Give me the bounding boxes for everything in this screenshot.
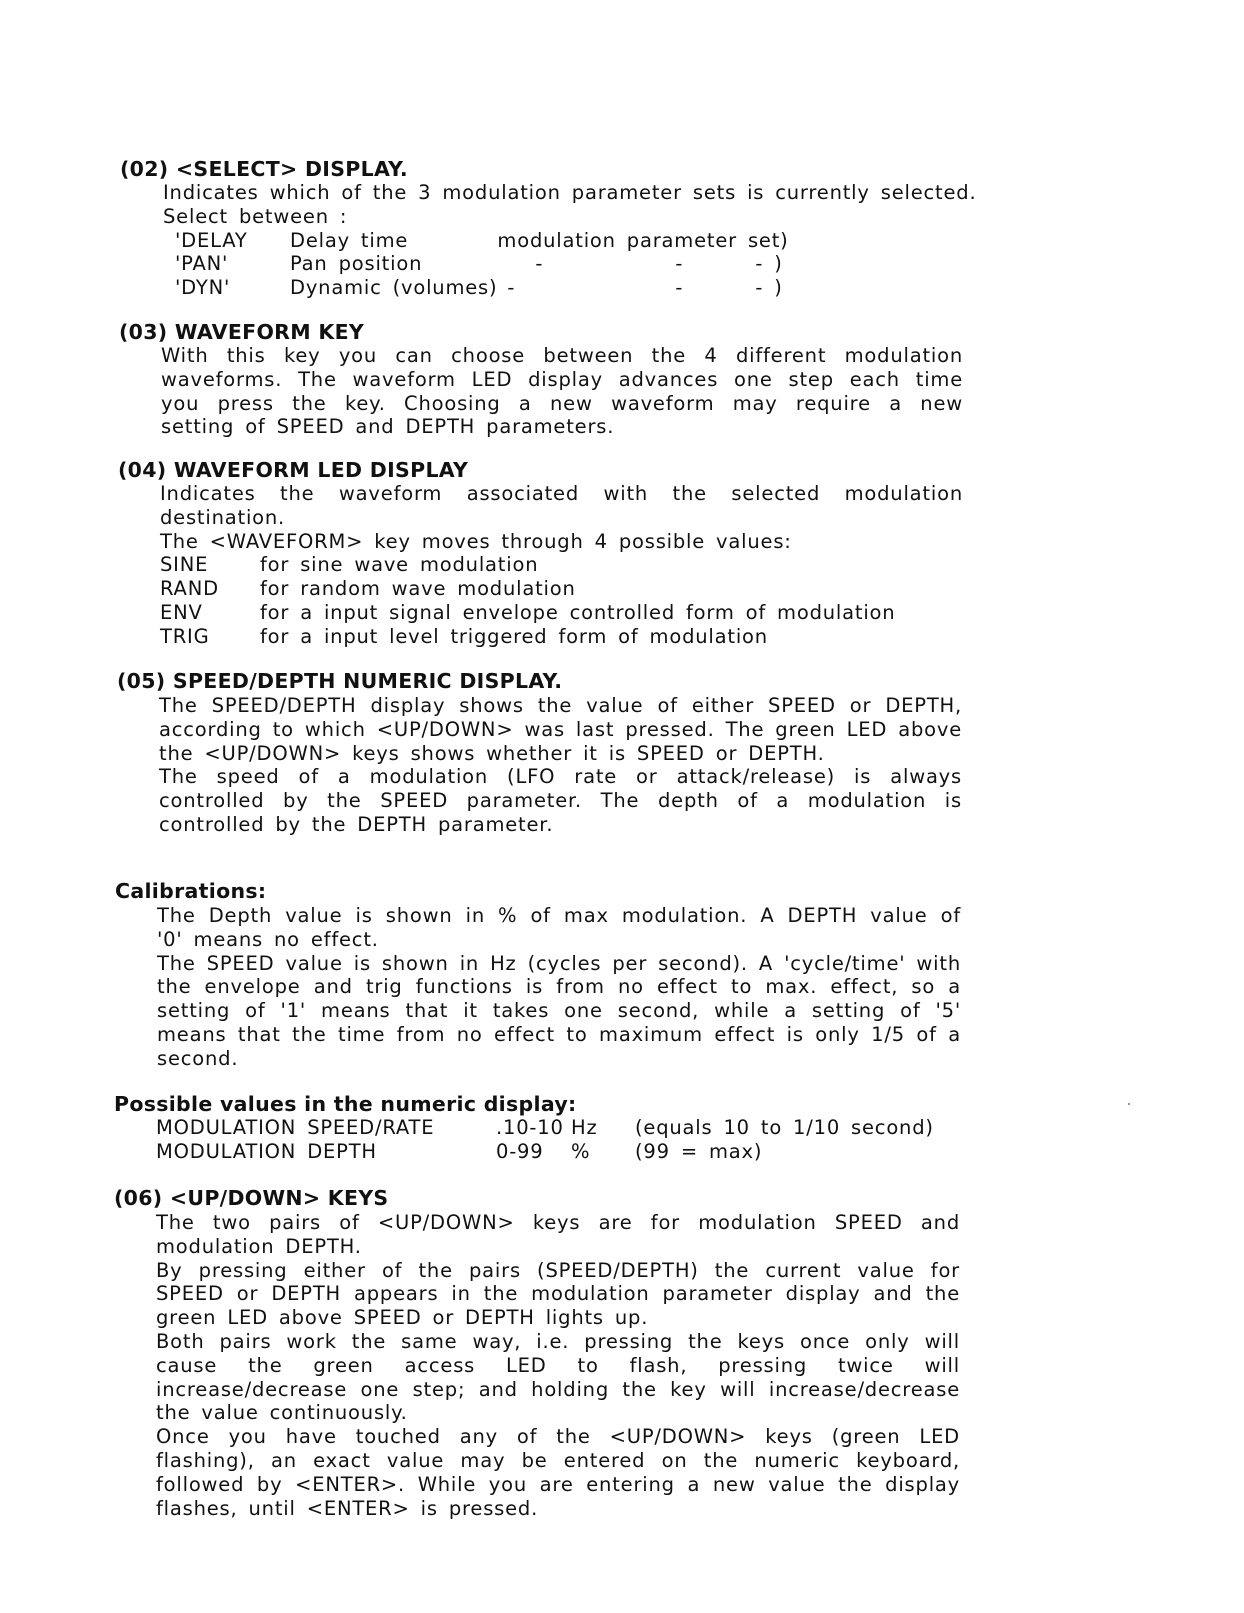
section-05-body: [159, 694, 962, 837]
value-range: .10-10: [496, 1116, 564, 1139]
waveform-desc: for a input signal envelope controlled form of modulation: [260, 600, 896, 624]
section-03-body: [161, 344, 963, 439]
waveform-code: TRIG: [160, 624, 210, 648]
ditto-mark: -: [507, 276, 516, 300]
section-04-body: [160, 482, 963, 649]
value-range: 0-99: [496, 1139, 544, 1163]
heading: (03) WAVEFORM KEY: [119, 320, 365, 344]
table-row: [160, 625, 895, 649]
table-row: [175, 276, 789, 300]
table-row: [160, 601, 895, 625]
table-row: [175, 229, 789, 253]
paragraph: The <WAVEFORM> key moves through 4 possible values:: [160, 529, 792, 553]
section-02-heading: [120, 157, 408, 181]
ditto-mark: -: [535, 252, 544, 276]
table-row: [156, 1140, 934, 1164]
waveform-desc: for random wave modulation: [260, 577, 576, 601]
paragraph: Once you have touched any of the <UP/DOWN> keys (green LED flashing), an exact value may be entered on the numeric keyboard, followed by <ENTER>. While you are entering a new value the display flashes, until <ENTER> is pressed.: [156, 1425, 960, 1520]
table-row: [156, 1116, 934, 1140]
possible-values-body: [156, 1116, 966, 1164]
paragraph: The Depth value is shown in % of max modulation. A DEPTH value of '0' means no effect.: [157, 904, 961, 951]
select-options-table: [175, 229, 789, 300]
heading: (05) SPEED/DEPTH NUMERIC DISPLAY.: [117, 669, 563, 693]
option-name: Dynamic (volumes): [290, 276, 498, 300]
section-04-heading: [118, 458, 468, 482]
section-03-heading: [119, 320, 364, 344]
waveform-desc: for sine wave modulation: [260, 553, 539, 577]
ditto-mark: - ): [755, 276, 783, 300]
paragraph: Indicates the waveform associated with the selected modulation destination.: [160, 482, 963, 529]
stray-dot: [1128, 1103, 1130, 1105]
waveform-code: SINE: [160, 553, 209, 577]
section-02-body: [163, 181, 983, 300]
calibrations-heading: [115, 879, 266, 903]
option-code: 'PAN': [175, 252, 229, 276]
paragraph: Select between :: [163, 204, 348, 228]
waveform-code: ENV: [160, 600, 203, 624]
paragraph: With this key you can choose between the 4 different modulation waveforms. The waveform LED display advances one step each time you press the key. Choosing a new waveform may require a new setting of SPEED and DEPTH parameters.: [161, 344, 963, 439]
ditto-mark: - ): [755, 252, 783, 276]
ditto-mark: -: [675, 252, 684, 276]
value-note: (equals 10 to 1/10 second): [635, 1116, 934, 1139]
paragraph: The SPEED/DEPTH display shows the value of either SPEED or DEPTH, according to which <UP/DOWN> was last pressed. The green LED above the <UP/DOWN> keys shows whether it is SPEED or DEPTH.: [159, 694, 962, 765]
table-row: [160, 577, 895, 601]
option-note: modulation parameter set): [497, 228, 789, 252]
ditto-mark: -: [675, 276, 684, 300]
waveform-values-table: [160, 553, 895, 648]
possible-values-table: [156, 1116, 934, 1164]
paragraph: Indicates which of the 3 modulation parameter sets is currently selected.: [163, 181, 977, 204]
heading: (06) <UP/DOWN> KEYS: [114, 1186, 389, 1210]
table-row: [175, 252, 789, 276]
paragraph: The SPEED value is shown in Hz (cycles per second). A 'cycle/time' with the envelope and trig functions is from no effect to max. effect, so a setting of '1' means that it takes one second, while a setting of '5' means that the time from no effect to maximum effect is only 1/5 of a second.: [157, 951, 961, 1070]
option-name: Pan position: [290, 252, 423, 276]
section-06-body: [156, 1211, 960, 1520]
option-code: 'DYN': [175, 276, 231, 300]
paragraph: Both pairs work the same way, i.e. pressing the keys once only will cause the green access LED to flash, pressing twice will increase/decrease one step; and holding the key will increase/decrease the value continuously.: [156, 1329, 960, 1425]
waveform-code: RAND: [160, 577, 219, 601]
calibrations-body: [157, 904, 961, 1071]
option-code: 'DELAY: [175, 228, 248, 252]
heading: (04) WAVEFORM LED DISPLAY: [118, 458, 469, 482]
value-unit: %: [571, 1139, 591, 1163]
section-05-heading: [117, 669, 562, 693]
section-06-heading: [114, 1186, 388, 1210]
value-label: MODULATION DEPTH: [156, 1139, 377, 1163]
heading: Calibrations:: [115, 879, 267, 903]
heading: Possible values in the numeric display:: [114, 1092, 577, 1116]
value-note: (99 = max): [635, 1139, 763, 1163]
option-name: Delay time: [290, 228, 409, 252]
paragraph: By pressing either of the pairs (SPEED/DEPTH) the current value for SPEED or DEPTH appears in the modulation parameter display and the green LED above SPEED or DEPTH lights up.: [156, 1258, 960, 1330]
waveform-desc: for a input level triggered form of modulation: [260, 624, 768, 648]
possible-values-heading: [114, 1092, 576, 1116]
paragraph: The speed of a modulation (LFO rate or attack/release) is always controlled by the SPEED parameter. The depth of a modulation is controlled by the DEPTH parameter.: [159, 765, 962, 836]
value-label: MODULATION SPEED/RATE: [156, 1116, 435, 1139]
paragraph: The two pairs of <UP/DOWN> keys are for modulation SPEED and modulation DEPTH.: [156, 1211, 960, 1258]
value-unit: Hz: [571, 1116, 598, 1139]
table-row: [160, 553, 895, 577]
heading: (02) <SELECT> DISPLAY.: [120, 157, 408, 181]
